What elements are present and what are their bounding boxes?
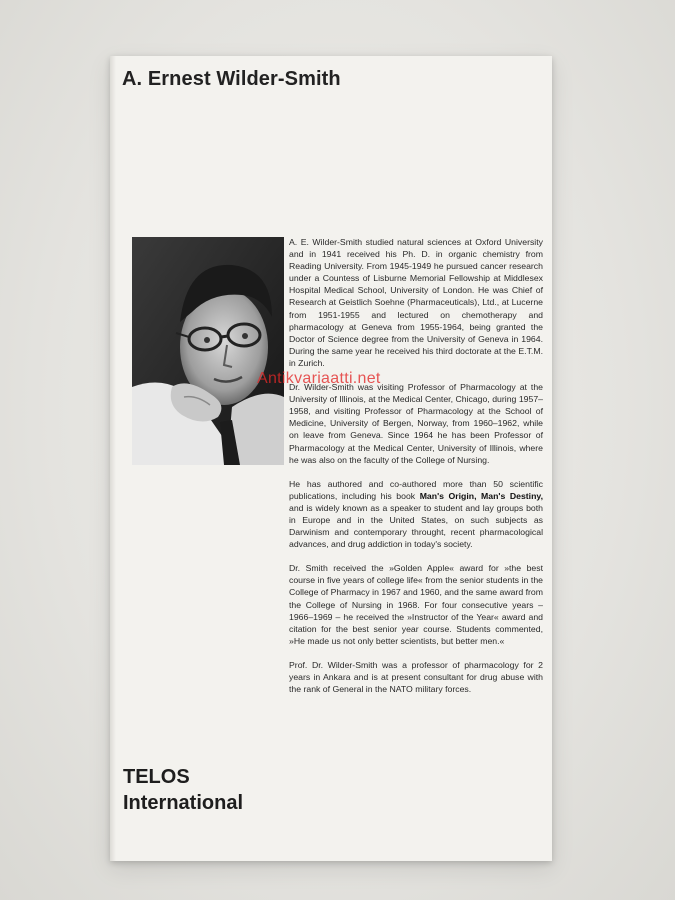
bio-paragraph-1: A. E. Wilder-Smith studied natural sciences at Oxford University and in 1941 received his Ph. D. in organic chemistry from Reading University. From 1945-1949 he pursued cancer research under a Countess of Lisburne Memorial Fellowship at Middlesex Hospital Medical School, University of London. He was Chief of Research at Geistlich Soehne (Pharmaceuticals), Ltd., at Lucerne from 1951-1955 and lectured on chemotherapy and pharmacology at Geneva from 1955-1964, being granted the Doctor of Science degree from the University of Geneva in 1964. During the same year he received his third doctorate at the E.T.M. in Zurich. [289, 237, 543, 368]
bio-paragraph-4: Dr. Smith received the »Golden Apple« award for »the best course in five years of college life« from the senior students in the College of Pharmacy in 1967 and 1960, and the same award from the College of Nursing in 1968. For four consecutive years – 1966–1969 – he received the »Instructor of the Year« award and citation for the best senior year course. Students commented, »He made us not only better scientists, but better men.« [289, 563, 543, 646]
bio-paragraph-3 [289, 478, 543, 551]
publisher-name [123, 764, 243, 816]
bio-p3-after: and is widely known as a speaker to student and lay groups both in Europe and in the United States, on such subjects as Darwinism and contemporary throught, recent pharmacological advances, and drug addiction in today's society. [289, 502, 543, 550]
bio-paragraph-2: Dr. Wilder-Smith was visiting Professor of Pharmacology at the University of Illinois, at the Medical Center, Chicago, during 1957–1958, and visiting Professor of Pharmacology at the School of Medicine, University of Bergen, Norway, from 1960–1962, while on leave from Geneva. Since 1964 he has been Professor of Pharmacology at the Medical Center, University of Illinois, where he was also on the faculty of the College of Nursing. [289, 382, 543, 465]
author-portrait-icon [132, 237, 284, 465]
bio-paragraph-5: Prof. Dr. Wilder-Smith was a professor of pharmacology for 2 years in Ankara and is at present consultant for drug abuse with the rank of General in the NATO military forces. [289, 659, 543, 695]
book-back-cover [110, 56, 552, 861]
watermark-text: Antikvariaatti.net [257, 370, 381, 387]
author-name: A. Ernest Wilder-Smith [122, 68, 341, 90]
author-biography [289, 236, 543, 707]
author-portrait-photo [132, 237, 284, 465]
publisher-line-1: TELOS [123, 766, 190, 788]
bio-p3-before: He has authored and co-authored more than 50 scientific publications, including his book [289, 478, 543, 501]
book-spine-edge [110, 56, 116, 861]
publisher-line-2: International [123, 792, 244, 814]
book-title: Man's Origin, Man's Destiny, [419, 490, 543, 501]
